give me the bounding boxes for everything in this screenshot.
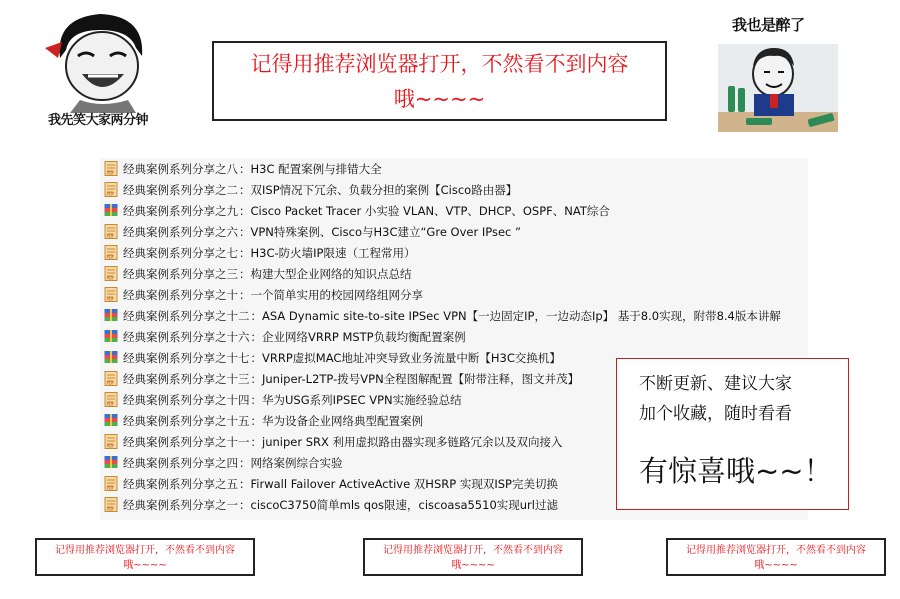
document-file-icon [104,497,118,512]
file-item-separator: ： [250,371,262,386]
file-item-prefix: 经典案例系列分享之九 [123,203,238,218]
file-item-title: VPN特殊案例、Cisco与H3C建立“Gre Over IPsec ” [250,224,521,239]
file-item-separator: ： [250,308,262,323]
svg-text:PDF: PDF [106,191,115,197]
document-file-icon [104,266,118,281]
browser-notice-bottom-center [363,538,583,576]
notice-line2: 哦~~~~ [123,560,167,571]
svg-text:PDF: PDF [106,170,115,176]
file-item-title: 华为USG系列IPSEC VPN实施经验总结 [262,392,462,407]
file-item-separator: ： [239,476,251,491]
svg-text:PDF: PDF [106,485,115,491]
file-item-title: H3C 配置案例与排错大全 [250,161,382,176]
archive-file-icon [104,308,118,323]
file-item-separator: ： [239,182,251,197]
file-item-prefix: 经典案例系列分享之十二 [123,308,250,323]
file-item-title: Cisco Packet Tracer 小实验 VLAN、VTP、DHCP、OSPF、NAT综合 [250,203,610,218]
archive-file-icon [104,455,118,470]
file-item-title: VRRP虚拟MAC地址冲突导致业务流量中断【H3C交换机】 [262,350,561,365]
file-list-item[interactable] [100,263,808,284]
file-item-prefix: 经典案例系列分享之二 [123,182,238,197]
browser-notice-bottom-right [666,538,886,576]
file-list-item[interactable] [100,179,808,200]
file-item-title: juniper SRX 利用虚拟路由器实现多链路冗余以及双向接入 [262,434,563,449]
document-file-icon [104,182,118,197]
file-item-title: Juniper-L2TP-拨号VPN全程图解配置【附带注释，图文并茂】 [262,371,580,386]
meme-right-caption: 我也是醉了 [732,16,805,34]
file-item-prefix: 经典案例系列分享之十四 [123,392,250,407]
file-item-separator: ： [250,392,262,407]
svg-text:PDF: PDF [106,233,115,239]
file-item-prefix: 经典案例系列分享之八 [123,161,238,176]
file-item-prefix: 经典案例系列分享之十三 [123,371,250,386]
notice-line2: 哦~~~~ [754,560,798,571]
file-item-title: 企业网络VRRP MSTP负载均衡配置案例 [262,329,466,344]
archive-file-icon [104,413,118,428]
notice-line2: 哦~~~~ [393,87,486,111]
promo-line3: 有惊喜哦~~！ [639,454,833,488]
notice-line1: 记得用推荐浏览器打开，不然看不到内容 [55,545,235,556]
document-file-icon [104,287,118,302]
file-item-separator: ： [239,203,251,218]
file-item-separator: ： [239,224,251,239]
svg-text:PDF: PDF [106,296,115,302]
file-item-prefix: 经典案例系列分享之三 [123,266,238,281]
document-file-icon [104,224,118,239]
file-list-item[interactable] [100,284,808,305]
browser-notice-bottom-left [35,538,255,576]
file-item-title: 网络案例综合实验 [250,455,343,470]
file-list-item[interactable] [100,242,808,263]
file-item-prefix: 经典案例系列分享之六 [123,224,238,239]
file-item-prefix: 经典案例系列分享之十 [123,287,238,302]
document-file-icon [104,371,118,386]
file-item-separator: ： [239,455,251,470]
browser-notice-main [212,41,667,121]
file-item-separator: ： [250,434,262,449]
file-item-separator: ： [239,266,251,281]
file-item-prefix: 经典案例系列分享之五 [123,476,238,491]
file-item-separator: ： [250,413,262,428]
file-list-item[interactable] [100,158,808,179]
file-item-prefix: 经典案例系列分享之四 [123,455,238,470]
notice-line1: 记得用推荐浏览器打开，不然看不到内容 [250,52,629,76]
file-item-title: ASA Dynamic site-to-site IPSec VPN【一边固定IP，一边动态Ip】 基于8.0实现，附带8.4版本讲解 [262,308,781,323]
svg-text:PDF: PDF [106,401,115,407]
file-item-prefix: 经典案例系列分享之一 [123,497,238,512]
file-item-prefix: 经典案例系列分享之十一 [123,434,250,449]
promo-line2: 加个收藏，随时看看 [639,404,792,424]
notice-line2: 哦~~~~ [451,560,495,571]
file-item-title: ciscoC3750简单mls qos限速，ciscoasa5510实现url过滤 [250,497,558,512]
meme-laughing-image [40,8,170,128]
svg-text:PDF: PDF [106,443,115,449]
document-file-icon [104,392,118,407]
document-file-icon [104,161,118,176]
notice-line1: 记得用推荐浏览器打开，不然看不到内容 [383,545,563,556]
file-item-prefix: 经典案例系列分享之十七 [123,350,250,365]
file-item-separator: ： [250,329,262,344]
archive-file-icon [104,329,118,344]
document-file-icon [104,476,118,491]
file-item-separator: ： [239,245,251,260]
notice-line1: 记得用推荐浏览器打开，不然看不到内容 [686,545,866,556]
svg-text:PDF: PDF [106,254,115,260]
document-file-icon [104,434,118,449]
file-item-separator: ： [239,497,251,512]
svg-text:PDF: PDF [106,275,115,281]
document-file-icon [104,245,118,260]
file-list-item[interactable] [100,305,808,326]
file-list-item[interactable] [100,326,808,347]
file-list-item[interactable] [100,221,808,242]
file-item-prefix: 经典案例系列分享之十六 [123,329,250,344]
file-item-prefix: 经典案例系列分享之十五 [123,413,250,428]
meme-drunk-image [718,14,838,132]
meme-left-caption: 我先笑大家两分钟 [48,113,149,128]
bookmark-promo-box [616,358,849,510]
file-item-title: 一个简单实用的校园网络组网分享 [250,287,423,302]
file-item-title: 双ISP情况下冗余、负载分担的案例【Cisco路由器】 [250,182,518,197]
promo-line1: 不断更新、建议大家 [639,374,792,394]
file-item-title: H3C-防火墙IP限速（工程常用） [250,245,416,260]
laughing-face-icon [40,8,170,113]
file-item-title: 华为设备企业网络典型配置案例 [262,413,423,428]
file-item-separator: ： [250,350,262,365]
file-item-title: Firwall Failover ActiveActive 双HSRP 实现双ISP完美切换 [250,476,558,491]
svg-text:PDF: PDF [106,506,115,512]
file-list-item[interactable] [100,200,808,221]
file-item-title: 构建大型企业网络的知识点总结 [250,266,412,281]
file-item-separator: ： [239,161,251,176]
file-item-separator: ： [239,287,251,302]
file-item-prefix: 经典案例系列分享之七 [123,245,238,260]
archive-file-icon [104,350,118,365]
svg-text:PDF: PDF [106,380,115,386]
archive-file-icon [104,203,118,218]
